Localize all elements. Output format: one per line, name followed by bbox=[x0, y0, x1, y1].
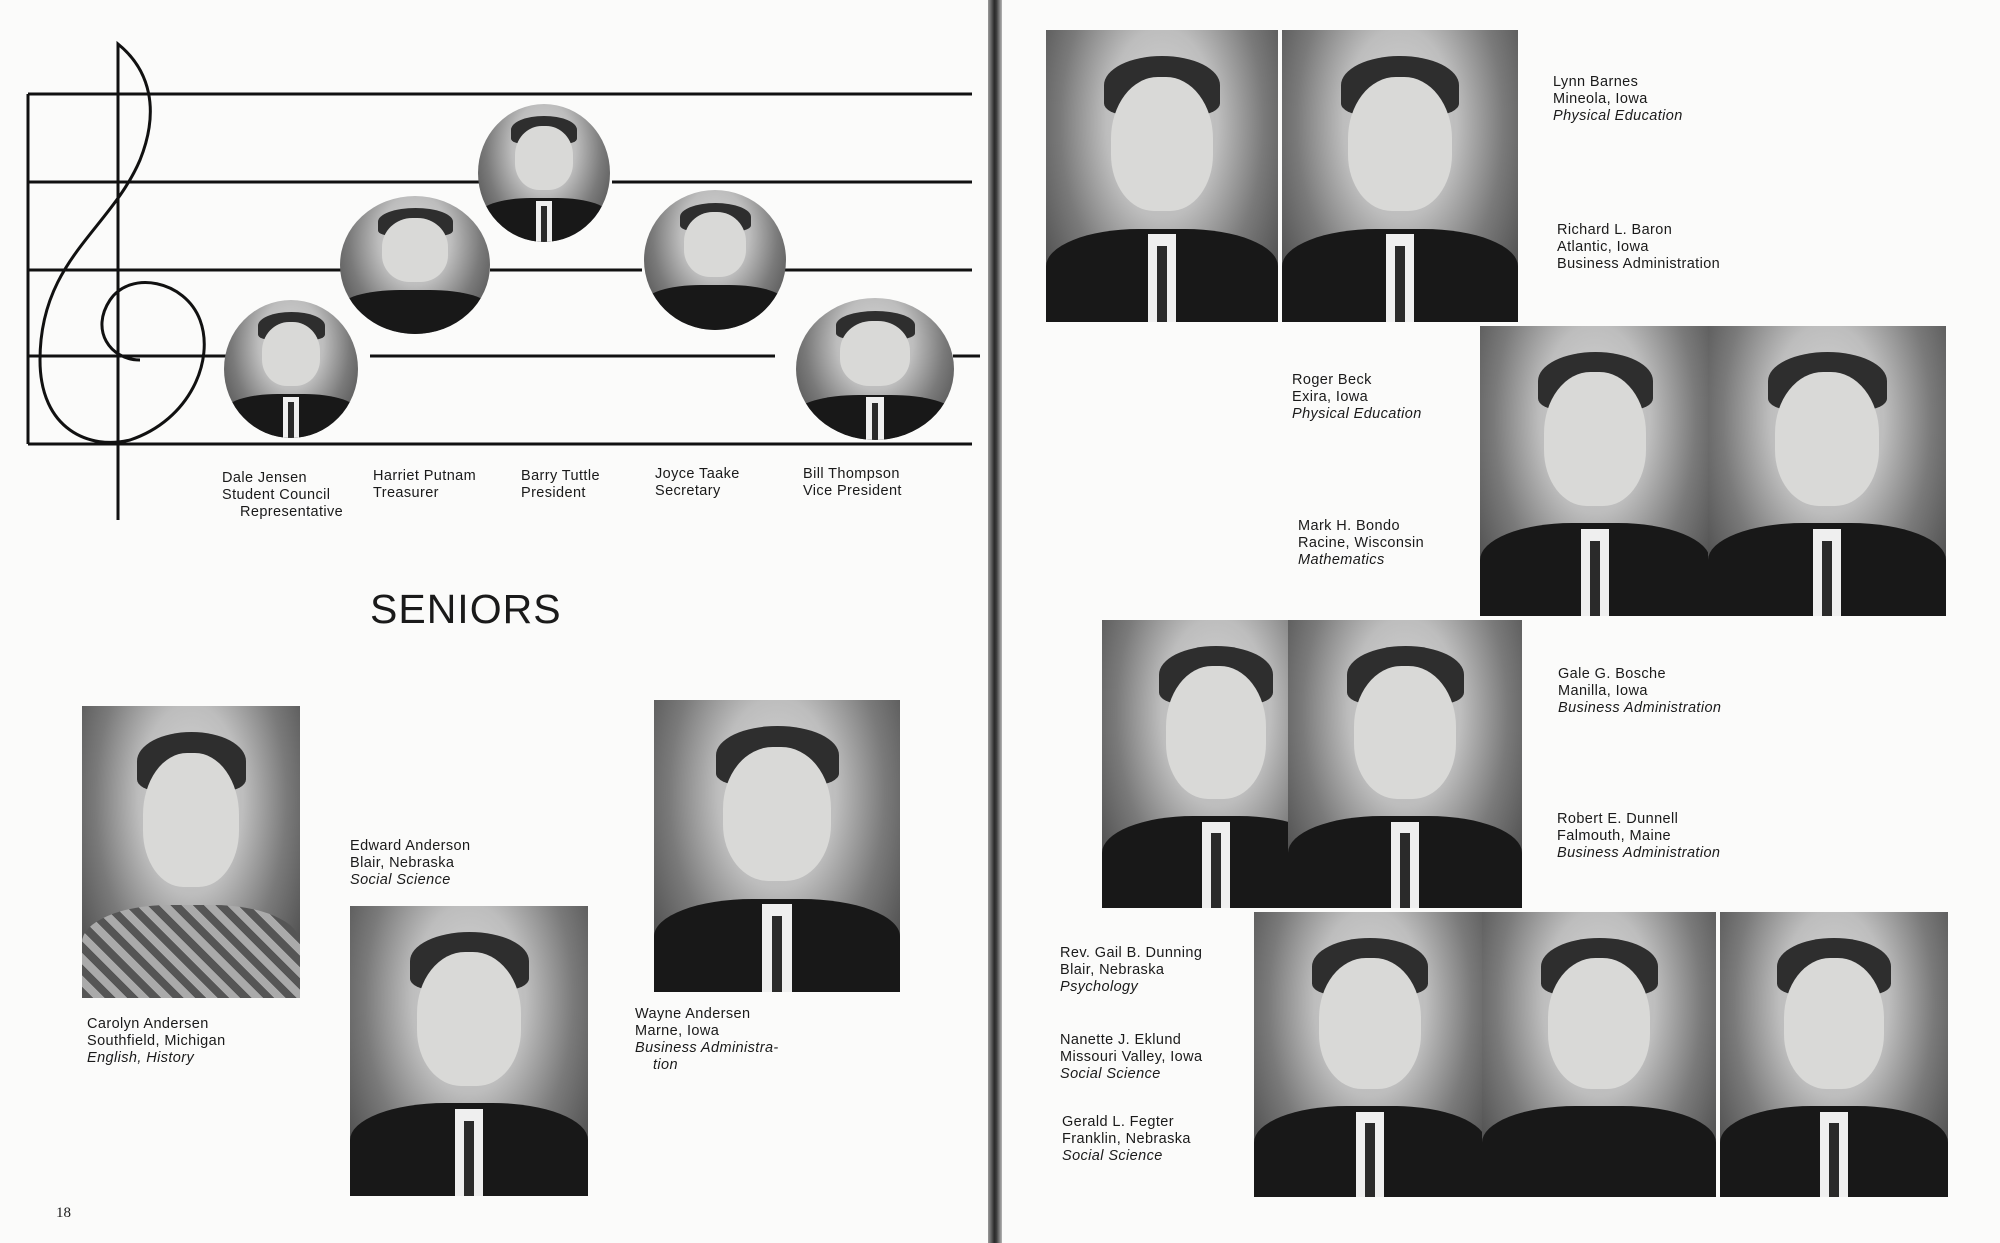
officer-name: Dale Jensen bbox=[222, 470, 308, 486]
senior-hometown: Blair, Nebraska bbox=[350, 855, 455, 871]
senior-name: Gerald L. Fegter bbox=[1062, 1114, 1174, 1130]
senior-photo-richard-baron bbox=[1282, 30, 1518, 322]
senior-caption-roger-beck bbox=[1292, 372, 1422, 423]
senior-caption-mark-bondo bbox=[1298, 518, 1424, 569]
senior-caption-richard-baron bbox=[1557, 222, 1720, 273]
senior-major: Business Administration bbox=[1558, 700, 1722, 716]
officer-photo-dale-jensen bbox=[224, 300, 358, 438]
senior-major: Social Science bbox=[1062, 1148, 1163, 1164]
officer-role: Secretary bbox=[655, 483, 721, 499]
senior-caption-wayne-andersen bbox=[635, 1006, 779, 1074]
officer-role: Treasurer bbox=[373, 485, 439, 501]
officer-name: Harriet Putnam bbox=[373, 468, 477, 484]
officer-role-cont: Representative bbox=[240, 504, 344, 520]
senior-name: Mark H. Bondo bbox=[1298, 518, 1400, 534]
senior-name: Wayne Andersen bbox=[635, 1006, 751, 1022]
senior-photo-carolyn-andersen bbox=[82, 706, 300, 998]
senior-major: Business Administration bbox=[1557, 256, 1721, 272]
senior-major: Social Science bbox=[350, 872, 451, 888]
senior-name: Nanette J. Eklund bbox=[1060, 1032, 1182, 1048]
senior-name: Lynn Barnes bbox=[1553, 74, 1639, 90]
senior-hometown: Manilla, Iowa bbox=[1558, 683, 1648, 699]
officer-caption-joyce-taake bbox=[655, 466, 740, 500]
officer-photo-harriet-putnam bbox=[340, 196, 490, 334]
senior-name: Rev. Gail B. Dunning bbox=[1060, 945, 1203, 961]
senior-photo-mark-bondo bbox=[1708, 326, 1946, 616]
senior-major: Psychology bbox=[1060, 979, 1139, 995]
officer-caption-bill-thompson bbox=[803, 466, 902, 500]
senior-hometown: Exira, Iowa bbox=[1292, 389, 1369, 405]
senior-major: Physical Education bbox=[1292, 406, 1422, 422]
senior-hometown: Missouri Valley, Iowa bbox=[1060, 1049, 1203, 1065]
senior-photo-gerald-fegter bbox=[1720, 912, 1948, 1197]
senior-name: Edward Anderson bbox=[350, 838, 471, 854]
senior-hometown: Marne, Iowa bbox=[635, 1023, 720, 1039]
senior-caption-gail-dunning bbox=[1060, 945, 1202, 996]
senior-caption-gale-bosche bbox=[1558, 666, 1721, 717]
senior-caption-gerald-fegter bbox=[1062, 1114, 1191, 1165]
officer-role: Student Council bbox=[222, 487, 331, 503]
senior-name: Gale G. Bosche bbox=[1558, 666, 1666, 682]
senior-major: Business Administra- bbox=[635, 1040, 779, 1056]
senior-photo-robert-dunnell bbox=[1288, 620, 1522, 908]
senior-photo-lynn-barnes bbox=[1046, 30, 1278, 322]
senior-name: Roger Beck bbox=[1292, 372, 1372, 388]
left-page bbox=[0, 0, 988, 1243]
senior-major: Physical Education bbox=[1553, 108, 1683, 124]
senior-hometown: Falmouth, Maine bbox=[1557, 828, 1671, 844]
officer-photo-bill-thompson bbox=[796, 298, 954, 440]
senior-hometown: Southfield, Michigan bbox=[87, 1033, 226, 1049]
senior-caption-nanette-eklund bbox=[1060, 1032, 1202, 1083]
senior-photo-edward-anderson bbox=[350, 906, 588, 1196]
page-gutter bbox=[988, 0, 1002, 1243]
page-number: 18 bbox=[56, 1205, 71, 1221]
senior-hometown: Franklin, Nebraska bbox=[1062, 1131, 1191, 1147]
right-page bbox=[1002, 0, 2000, 1243]
music-staff-illustration bbox=[0, 0, 988, 520]
officer-photo-joyce-taake bbox=[644, 190, 786, 330]
senior-photo-nanette-eklund bbox=[1482, 912, 1716, 1197]
officer-role: Vice President bbox=[803, 483, 902, 499]
senior-hometown: Atlantic, Iowa bbox=[1557, 239, 1649, 255]
senior-photo-roger-beck bbox=[1480, 326, 1710, 616]
senior-hometown: Mineola, Iowa bbox=[1553, 91, 1648, 107]
senior-hometown: Racine, Wisconsin bbox=[1298, 535, 1425, 551]
officer-name: Barry Tuttle bbox=[521, 468, 600, 484]
senior-photo-gail-dunning bbox=[1254, 912, 1486, 1197]
officer-caption-harriet-putnam bbox=[373, 468, 476, 502]
senior-hometown: Blair, Nebraska bbox=[1060, 962, 1165, 978]
officer-photo-barry-tuttle bbox=[478, 104, 610, 242]
senior-name: Richard L. Baron bbox=[1557, 222, 1673, 238]
senior-name: Robert E. Dunnell bbox=[1557, 811, 1679, 827]
senior-caption-robert-dunnell bbox=[1557, 811, 1720, 862]
senior-major: Business Administration bbox=[1557, 845, 1721, 861]
senior-major: English, History bbox=[87, 1050, 195, 1066]
senior-name: Carolyn Andersen bbox=[87, 1016, 209, 1032]
senior-photo-wayne-andersen bbox=[654, 700, 900, 992]
section-title: SENIORS bbox=[370, 586, 562, 632]
senior-caption-carolyn-andersen bbox=[87, 1016, 226, 1067]
senior-major: Mathematics bbox=[1298, 552, 1385, 568]
senior-caption-edward-anderson bbox=[350, 838, 470, 889]
senior-caption-lynn-barnes bbox=[1553, 74, 1683, 125]
officer-caption-dale-jensen bbox=[222, 470, 343, 521]
senior-major-cont: tion bbox=[653, 1057, 678, 1073]
senior-major: Social Science bbox=[1060, 1066, 1161, 1082]
officer-caption-barry-tuttle bbox=[521, 468, 600, 502]
officer-name: Joyce Taake bbox=[655, 466, 740, 482]
officer-name: Bill Thompson bbox=[803, 466, 900, 482]
officer-role: President bbox=[521, 485, 586, 501]
